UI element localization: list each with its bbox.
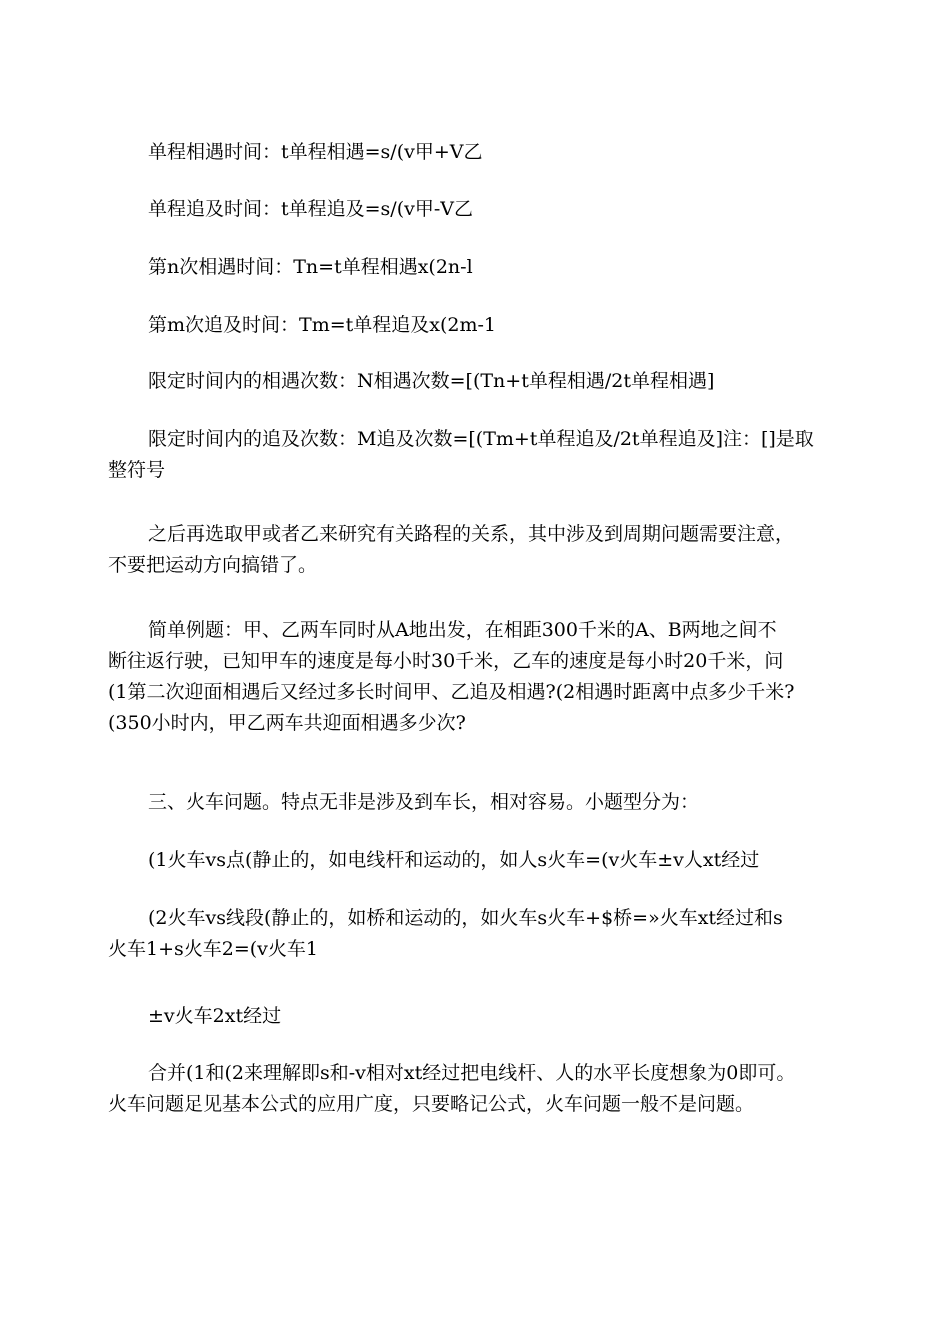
- text-line: ±v火车2xt经过: [148, 1005, 282, 1027]
- paragraph-one-way-chase-time: [108, 194, 848, 225]
- paragraph-train-formula-continued: [108, 1001, 848, 1032]
- text-line: (2火车vs线段(静止的，如桥和运动的，如火车s火车+$桥=»火车xt经过和s: [148, 907, 783, 929]
- text-line: 限定时间内的相遇次数：N相遇次数=[(Tn+t单程相遇/2t单程相遇]: [148, 370, 715, 392]
- text-line: 火车问题足见基本公式的应用广度，只要略记公式，火车问题一般不是问题。: [108, 1093, 755, 1115]
- text-line: 不要把运动方向搞错了。: [108, 554, 318, 576]
- paragraph-meeting-count: [108, 366, 848, 397]
- text-line: 第m次追及时间：Tm=t单程追及x(2m-1: [148, 314, 497, 336]
- text-line: 整符号: [108, 459, 166, 481]
- text-line: (1火车vs点(静止的，如电线杆和运动的，如人s火车=(v火车±v人xt经过: [148, 849, 760, 871]
- text-line: 火车1+s火车2=(v火车1: [108, 938, 319, 960]
- paragraph-one-way-meeting-time: [108, 137, 848, 168]
- text-line: 单程追及时间：t单程追及=s/(v甲-V乙: [148, 198, 473, 220]
- text-line: (1第二次迎面相遇后又经过多长时间甲、乙追及相遇?(2相遇时距离中点多少千米?: [108, 681, 795, 703]
- paragraph-train-problems-heading: [108, 787, 848, 818]
- text-line: 单程相遇时间：t单程相遇=s/(v甲+V乙: [148, 141, 483, 163]
- text-line: (350小时内，甲乙两车共迎面相遇多少次?: [108, 712, 466, 734]
- text-line: 之后再选取甲或者乙来研究有关路程的关系，其中涉及到周期问题需要注意，: [148, 523, 795, 545]
- text-line: 断往返行驶，已知甲车的速度是每小时30千米，乙车的速度是每小时20千米，问: [108, 650, 784, 672]
- paragraph-chase-count: [108, 424, 848, 486]
- text-line: 限定时间内的追及次数：M追及次数=[(Tm+t单程追及/2t单程追及]注：[]是取: [148, 428, 814, 450]
- paragraph-note-direction: [108, 519, 848, 581]
- paragraph-train-summary: [108, 1058, 848, 1120]
- paragraph-mth-chase-time: [108, 310, 848, 341]
- paragraph-nth-meeting-time: [108, 252, 848, 283]
- text-line: 合并(1和(2来理解即s和-v相对xt经过把电线杆、人的水平长度想象为0即可。: [148, 1062, 796, 1084]
- paragraph-example-problem: [108, 615, 848, 739]
- paragraph-train-vs-segment: [108, 903, 848, 965]
- paragraph-train-vs-point: [108, 845, 848, 876]
- text-line: 简单例题：甲、乙两车同时从A地出发，在相距300千米的A、B两地之间不: [148, 619, 777, 641]
- text-line: 三、火车问题。特点无非是涉及到车长，相对容易。小题型分为：: [148, 791, 700, 813]
- text-line: 第n次相遇时间：Tn=t单程相遇x(2n-l: [148, 256, 473, 278]
